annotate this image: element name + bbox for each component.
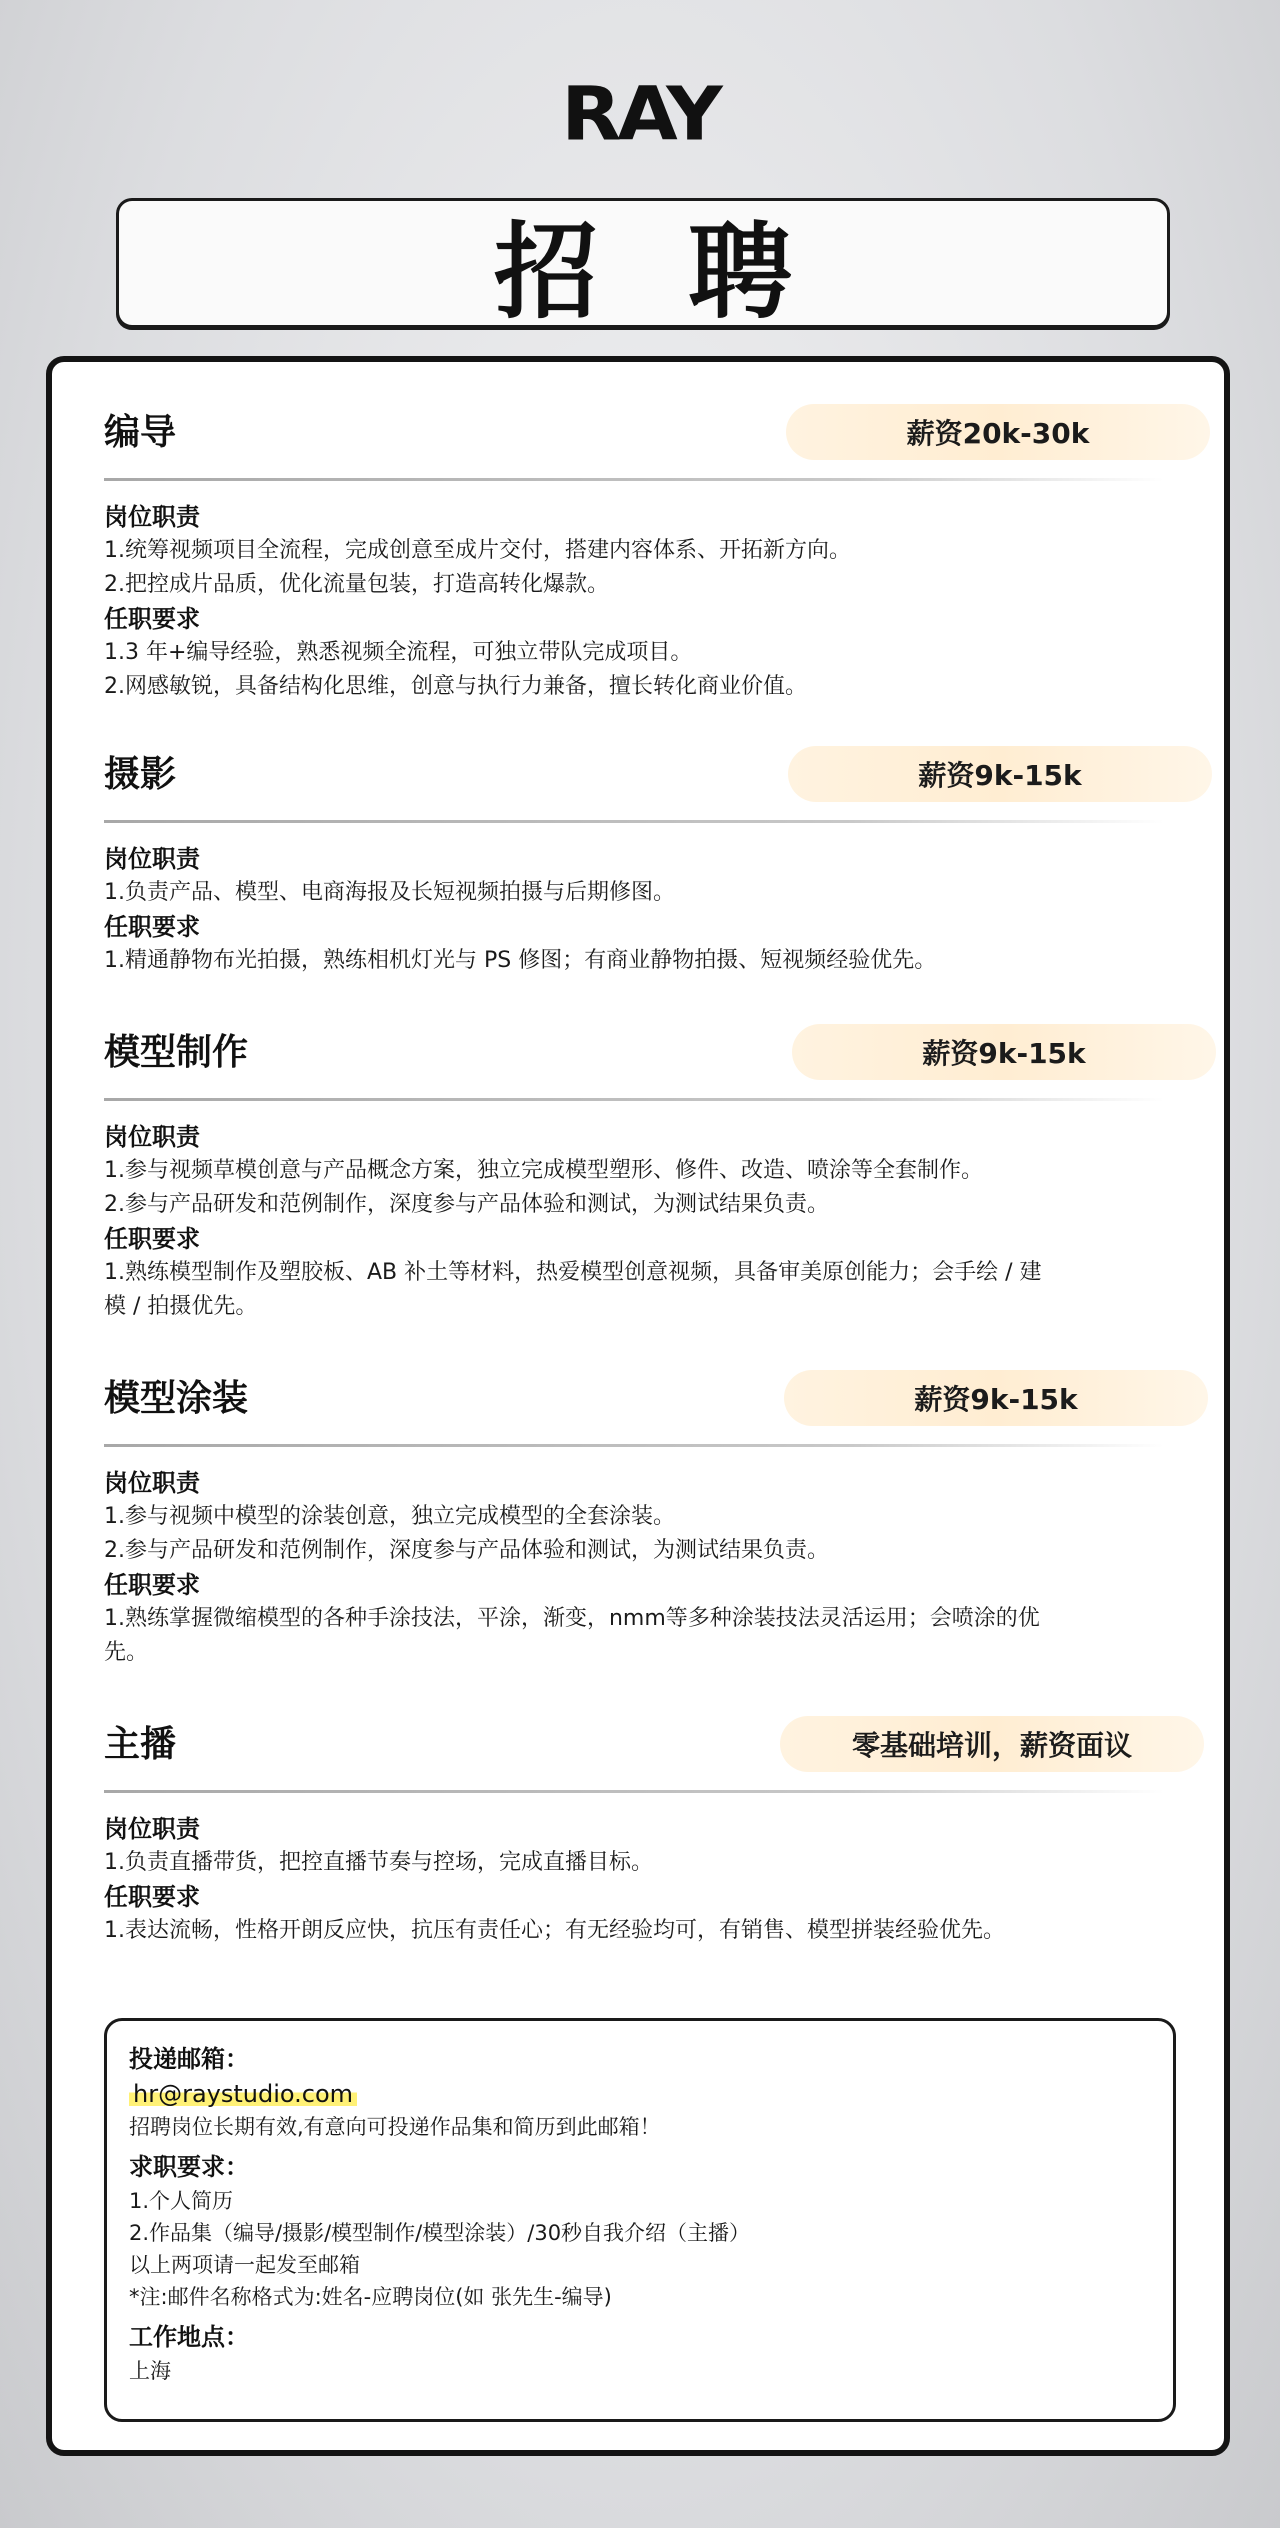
job-section-model-making: [104, 1016, 1184, 1319]
job-title: 摄影: [104, 754, 177, 795]
email-note: 招聘岗位长期有效,有意向可投递作品集和简历到此邮箱！: [129, 2115, 661, 2139]
job-section-photography: [104, 738, 1184, 973]
duty-line: 1.负责直播带货，把控直播节奏与控场，完成直播目标。: [104, 1850, 653, 1875]
job-section-model-painting: [104, 1362, 1184, 1665]
requirement-line: 1.熟练掌握微缩模型的各种手涂技法，平涂，渐变，nmm等多种涂装技法灵活运用；会喷涂的优: [104, 1606, 1040, 1631]
duties-label: 岗位职责: [104, 1123, 200, 1151]
divider: [104, 1444, 1164, 1447]
work-location-label: 工作地点：: [129, 2323, 249, 2351]
duties-label: 岗位职责: [104, 503, 200, 531]
duty-line: 1.参与视频中模型的涂装创意，独立完成模型的全套涂装。: [104, 1504, 675, 1529]
ray-logo: [0, 70, 1280, 160]
requirement-line: 先。: [104, 1640, 149, 1665]
requirements-label: 任职要求: [104, 1571, 200, 1599]
job-section-streamer: [104, 1708, 1184, 1943]
duties-label: 岗位职责: [104, 1815, 200, 1843]
application-requirement-line: 以上两项请一起发至邮箱: [129, 2253, 360, 2277]
divider: [104, 478, 1164, 481]
application-requirement-line: 1.个人简历: [129, 2189, 234, 2213]
duties-label: 岗位职责: [104, 1469, 200, 1497]
job-title: 模型制作: [104, 1032, 249, 1073]
duty-line: 2.参与产品研发和范例制作，深度参与产品体验和测试，为测试结果负责。: [104, 1192, 829, 1217]
job-title: 模型涂装: [104, 1378, 249, 1419]
work-location: 上海: [129, 2359, 171, 2383]
logo-text: RAY: [561, 72, 719, 158]
requirements-label: 任职要求: [104, 605, 200, 633]
title-banner: [116, 198, 1170, 333]
application-requirement-line: *注:邮件名称格式为:姓名-应聘岗位(如 张先生-编导): [129, 2285, 612, 2309]
duty-line: 2.把控成片品质，优化流量包装，打造高转化爆款。: [104, 572, 609, 597]
job-section-director: [104, 396, 1184, 699]
application-requirement-line: 2.作品集（编导/摄影/模型制作/模型涂装）/30秒自我介绍（主播）: [129, 2221, 751, 2245]
email-label: 投递邮箱：: [129, 2045, 249, 2073]
salary-badge: 薪资20k-30k: [786, 404, 1210, 460]
requirements-label: 任职要求: [104, 913, 200, 941]
duty-line: 1.统筹视频项目全流程，完成创意至成片交付，搭建内容体系、开拓新方向。: [104, 538, 851, 563]
page-title: 招聘: [493, 211, 882, 333]
salary-badge: 薪资9k-15k: [788, 746, 1212, 802]
salary-badge: 薪资9k-15k: [784, 1370, 1208, 1426]
requirement-line: 模 / 拍摄优先。: [104, 1294, 258, 1319]
requirements-label: 任职要求: [104, 1883, 200, 1911]
requirement-line: 1.熟练模型制作及塑胶板、AB 补土等材料，热爱模型创意视频，具备审美原创能力；会手绘 / 建: [104, 1260, 1042, 1285]
salary-badge: 薪资9k-15k: [792, 1024, 1216, 1080]
job-list-card: [46, 356, 1230, 2456]
duty-line: 1.负责产品、模型、电商海报及长短视频拍摄与后期修图。: [104, 880, 675, 905]
contact-info-box: [104, 2018, 1176, 2422]
salary-badge: 零基础培训，薪资面议: [780, 1716, 1204, 1772]
job-title: 主播: [104, 1724, 177, 1765]
requirements-label: 任职要求: [104, 1225, 200, 1253]
duties-label: 岗位职责: [104, 845, 200, 873]
duty-line: 1.参与视频草模创意与产品概念方案，独立完成模型塑形、修件、改造、喷涂等全套制作。: [104, 1158, 983, 1183]
requirement-line: 1.精通静物布光拍摄，熟练相机灯光与 PS 修图；有商业静物拍摄、短视频经验优先。: [104, 948, 937, 973]
requirement-line: 1.表达流畅，性格开朗反应快，抗压有责任心；有无经验均可，有销售、模型拼装经验优先。: [104, 1918, 1005, 1943]
divider: [104, 1098, 1164, 1101]
requirement-line: 1.3 年+编导经验，熟悉视频全流程，可独立带队完成项目。: [104, 640, 693, 665]
email-link[interactable]: hr@raystudio.com: [129, 2077, 357, 2111]
application-requirements-label: 求职要求：: [129, 2153, 249, 2181]
divider: [104, 820, 1164, 823]
divider: [104, 1790, 1164, 1793]
duty-line: 2.参与产品研发和范例制作，深度参与产品体验和测试，为测试结果负责。: [104, 1538, 829, 1563]
requirement-line: 2.网感敏锐，具备结构化思维，创意与执行力兼备，擅长转化商业价值。: [104, 674, 807, 699]
job-title: 编导: [104, 412, 177, 453]
